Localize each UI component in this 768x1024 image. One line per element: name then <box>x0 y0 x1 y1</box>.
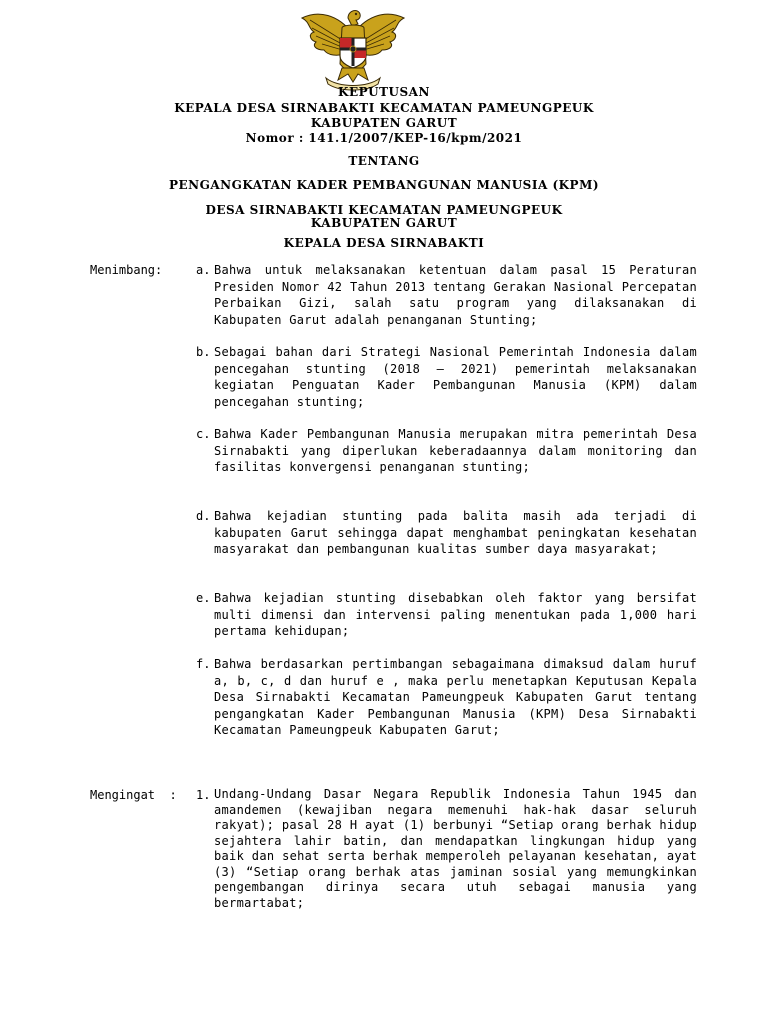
mengingat-text-1: Undang-Undang Dasar Negara Republik Indonesia Tahun 1945 dan amandemen (kewajiban negara memenuhi hak-hak dasar seluruh rakyat); pasal 28 H ayat (1) berbunyi “Setiap orang berhak hidup sejahtera lahir batin, dan mendapatkan lingkungan hidup yang baik dan sehat serta berhak memperoleh pelayanan kesehatan, ayat (3) “Setiap orang berhak atas jaminan sosial yang memungkinkan pengembangan dirinya secara utuh sebagai manusia yang bermartabat; <box>214 787 697 910</box>
about-label: TENTANG <box>348 154 420 168</box>
menimbang-text-d: Bahwa kejadian stunting pada balita masih ada terjadi di kabupaten Garut sehingga dapat menghambat peningkatan kesehatan masyarakat dan pembangunan kualitas sumber daya masyarakat; <box>214 509 697 556</box>
menimbang-key-f: f. <box>196 657 211 671</box>
menimbang-text-f: Bahwa berdasarkan pertimbangan sebagaimana dimaksud dalam huruf a, b, c, d dan huruf e , maka perlu menetapkan Keputusan Kepala Desa Sirnabakti Kecamatan Pameungpeuk Kabupaten Garut tentang pengangkatan Kader Pembangunan Manusia (KPM) Desa Sirnabakti Kecamatan Pameungpeuk Kabupaten Garut; <box>214 657 697 737</box>
menimbang-text-b: Sebagai bahan dari Strategi Nasional Pemerintah Indonesia dalam pencegahan stunting (2018 – 2021) pemerintah melaksanakan kegiatan Penguatan Kader Pembangunan Manusia (KPM) dalam pencegahan stunting; <box>214 345 697 409</box>
decree-number: Nomor : 141.1/2007/KEP-16/kpm/2021 <box>245 131 523 145</box>
menimbang-text-c: Bahwa Kader Pembangunan Manusia merupakan mitra pemerintah Desa Sirnabakti yang diperlukan keberadaannya dalam monitoring dan fasilitas konvergensi penanganan stunting; <box>214 427 697 474</box>
regency-line: KABUPATEN GARUT <box>310 116 458 130</box>
menimbang-key-e: e. <box>196 591 211 605</box>
village-line: DESA SIRNABAKTI KECAMATAN PAMEUNGPEUK <box>205 203 563 217</box>
regency-line-2: KABUPATEN GARUT <box>310 216 458 230</box>
menimbang-key-a: a. <box>196 263 211 277</box>
decree-subject: PENGANGKATAN KADER PEMBANGUNAN MANUSIA (KPM) <box>168 178 600 192</box>
garuda-emblem-icon <box>298 4 408 92</box>
mengingat-label: Mengingat : <box>90 788 177 802</box>
menimbang-key-c: c. <box>196 427 211 441</box>
menimbang-text-e: Bahwa kejadian stunting disebabkan oleh faktor yang bersifat multi dimensi dan intervensi paling menentukan pada 1,000 hari pertama kehidupan; <box>214 591 697 638</box>
menimbang-key-d: d. <box>196 509 211 523</box>
menimbang-label: Menimbang: <box>90 263 163 277</box>
issuer-line: KEPALA DESA SIRNABAKTI KECAMATAN PAMEUNGPEUK <box>174 101 594 115</box>
menimbang-text-a: Bahwa untuk melaksanakan ketentuan dalam pasal 15 Peraturan Presiden Nomor 42 Tahun 2013 tentang Gerakan Nasional Percepatan Perbaikan Gizi, salah satu program yang dilaksanakan di Kabupaten Garut adalah penanganan Stunting; <box>214 263 697 327</box>
mengingat-key-1: 1. <box>196 788 211 802</box>
document-title: KEPUTUSAN <box>338 85 430 99</box>
head-of-village-line: KEPALA DESA SIRNABAKTI <box>283 236 485 250</box>
menimbang-key-b: b. <box>196 345 211 359</box>
